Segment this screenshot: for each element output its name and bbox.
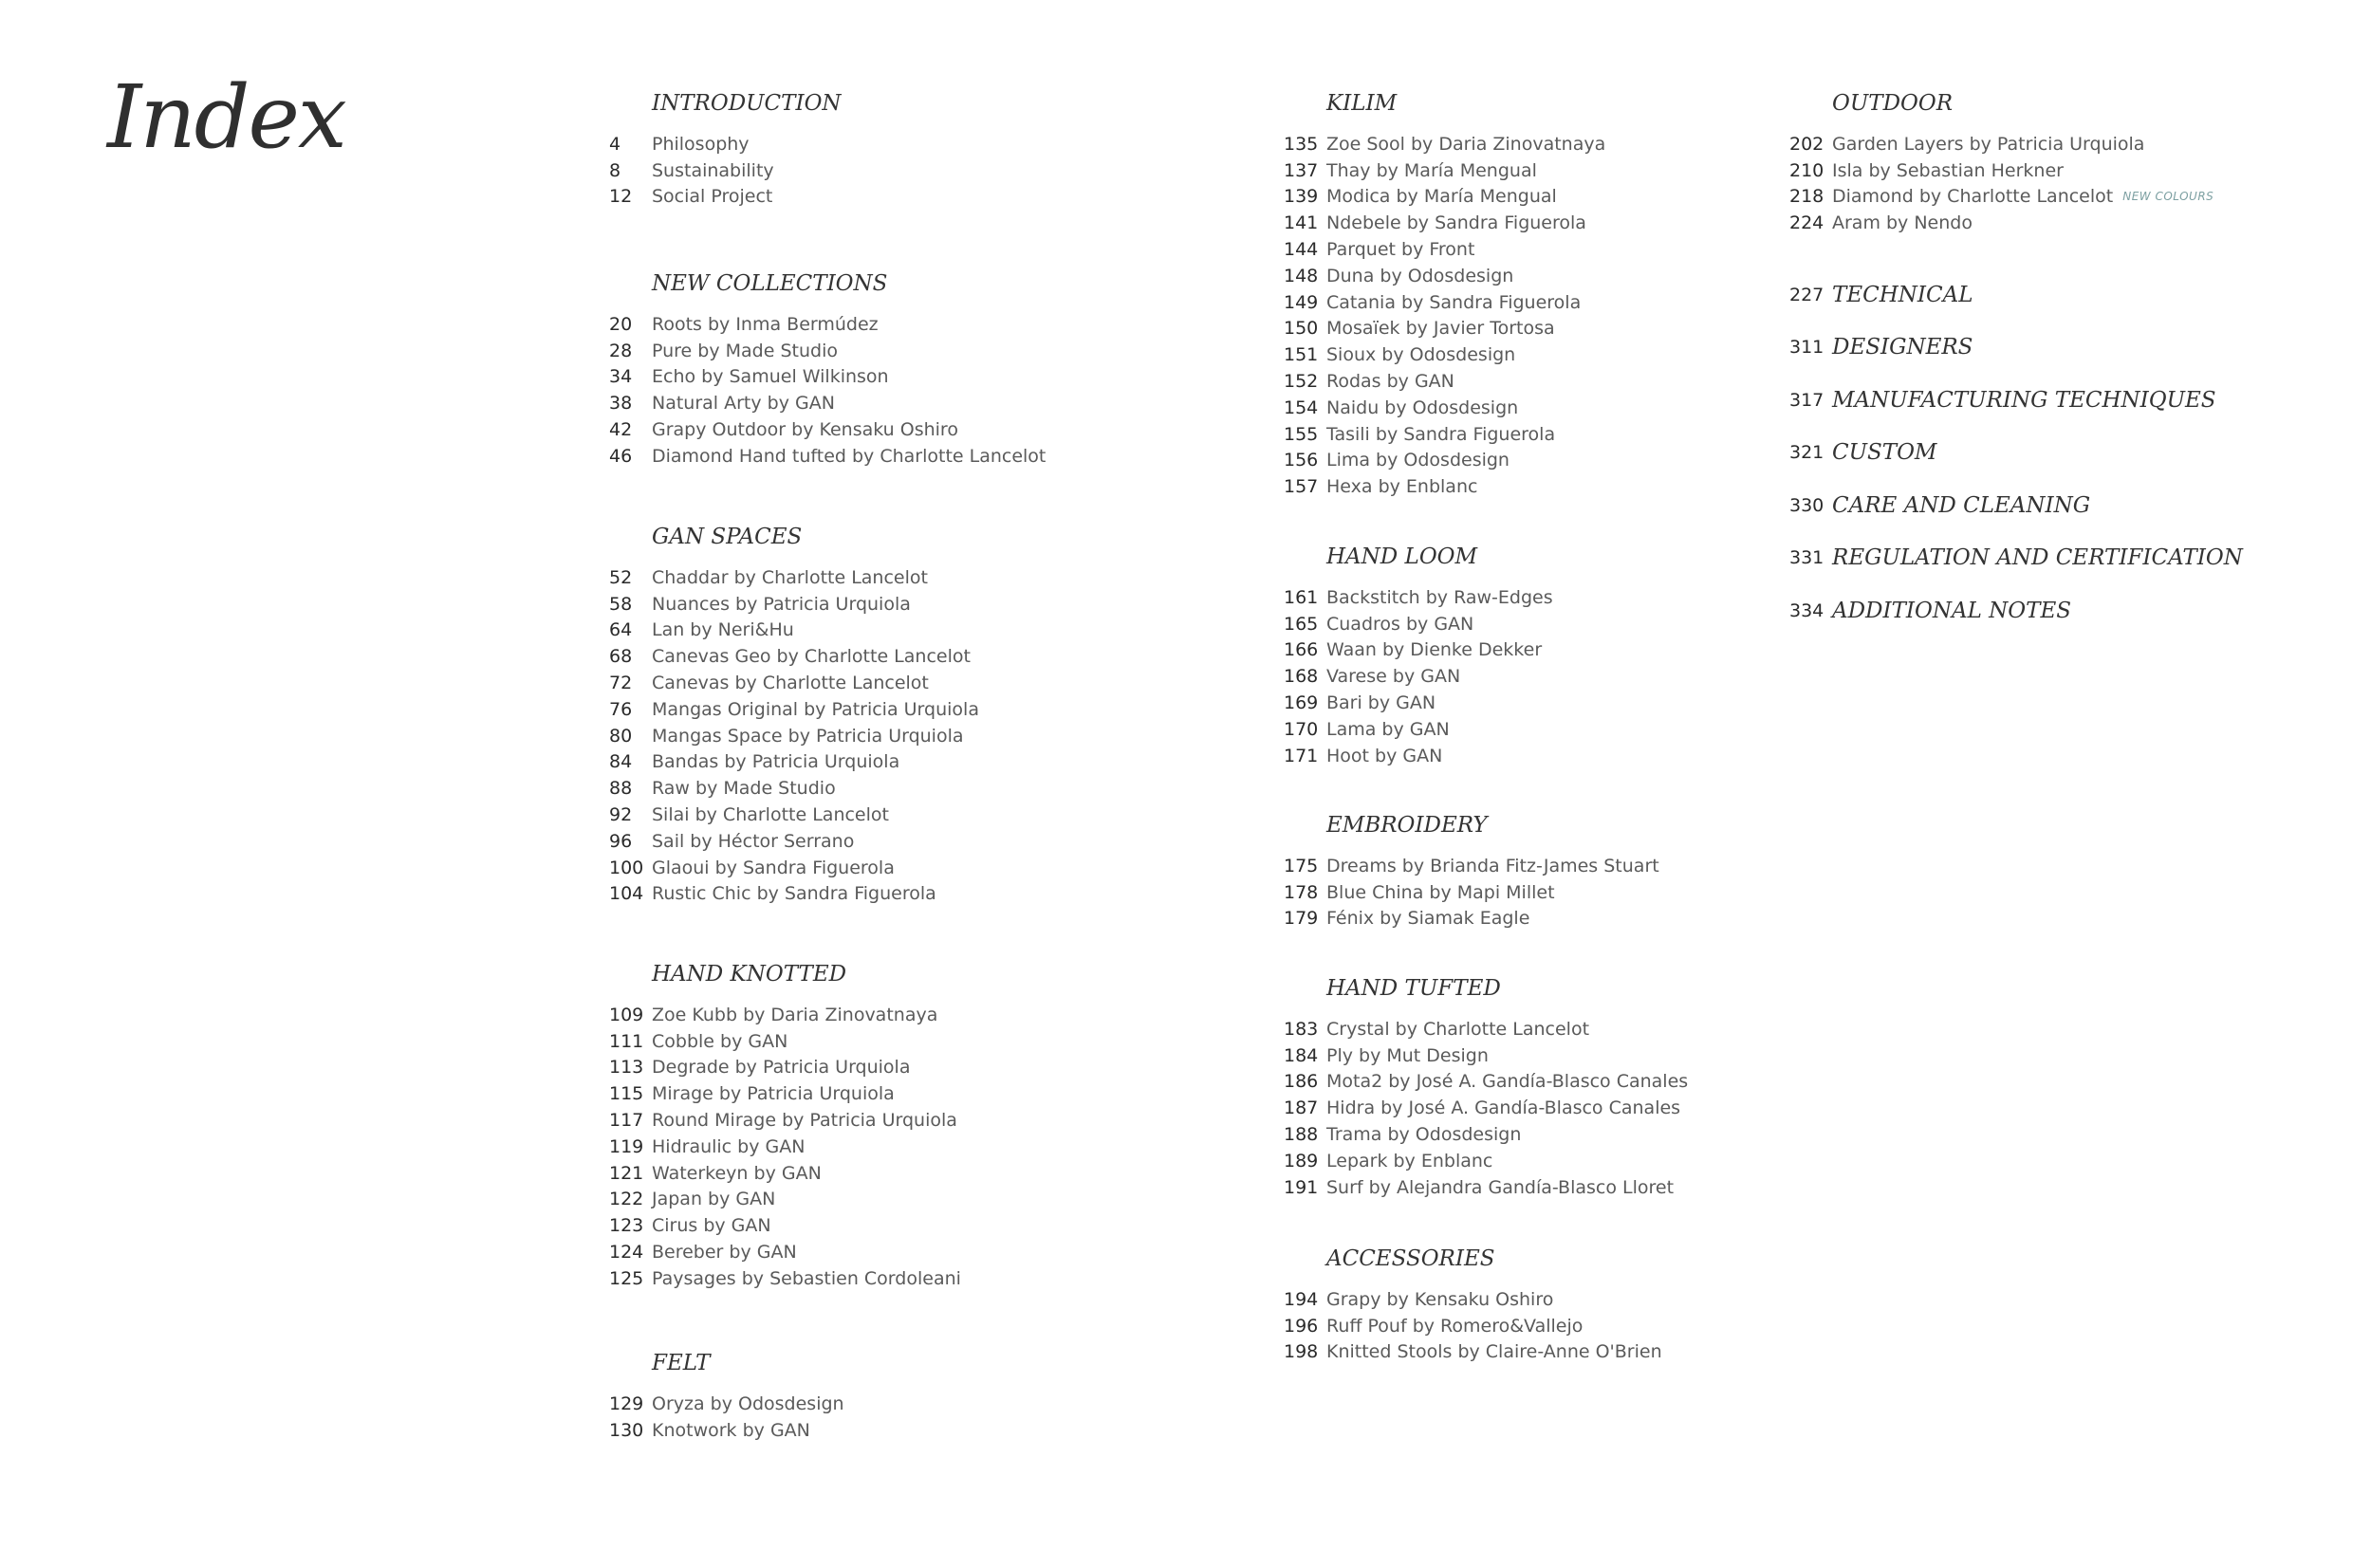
index-entry[interactable] (609, 157, 842, 184)
index-section-kilim (1284, 87, 1605, 500)
page-title: Index (107, 66, 345, 168)
page-number: 224 (1789, 212, 1825, 234)
category-title: CARE AND CLEANING (1832, 493, 2091, 518)
index-entry[interactable] (1789, 131, 2214, 157)
index-entry[interactable] (609, 670, 979, 696)
index-entry[interactable] (1284, 395, 1605, 421)
page-number: 52 (609, 566, 633, 588)
page-number: 104 (609, 883, 644, 905)
page-number: 184 (1284, 1044, 1319, 1066)
index-entry[interactable] (1284, 743, 1553, 769)
page-number: 84 (609, 751, 633, 773)
page-number: 28 (609, 340, 633, 361)
entry-title: Sustainability (652, 159, 774, 181)
index-section-hand-knotted (609, 958, 961, 1292)
entry-title: Backstitch by Raw-Edges (1326, 586, 1553, 608)
page-number: 38 (609, 393, 633, 415)
index-entry[interactable] (609, 723, 979, 749)
category-title: TECHNICAL (1832, 283, 1973, 307)
page-number: 330 (1789, 495, 1825, 516)
page-number: 34 (609, 366, 633, 388)
entry-title: Ndebele by Sandra Figuerola (1326, 212, 1586, 234)
page-number: 68 (609, 646, 633, 668)
entry-title: Varese by GAN (1326, 666, 1461, 688)
page-number: 113 (609, 1057, 644, 1079)
entry-title: Hidra by José A. Gandía-Blasco Canales (1326, 1098, 1681, 1119)
index-section-felt (609, 1347, 844, 1444)
page-number: 168 (1284, 666, 1319, 688)
page-number: 111 (609, 1030, 644, 1052)
page-number: 156 (1284, 450, 1319, 471)
index-entry[interactable] (1284, 853, 1659, 879)
category-title: CUSTOM (1832, 440, 1937, 465)
entry-list (609, 1391, 844, 1444)
page-number: 12 (609, 186, 633, 208)
index-entry[interactable] (1284, 210, 1605, 236)
page-number: 187 (1284, 1098, 1319, 1119)
page-number: 4 (609, 133, 621, 155)
page-number: 151 (1284, 344, 1319, 366)
index-entry[interactable] (1284, 184, 1605, 211)
index-section-hand-tufted (1284, 972, 1688, 1201)
entry-title: Canevas Geo by Charlotte Lancelot (652, 646, 971, 668)
index-entry[interactable] (609, 1239, 961, 1265)
page-number: 121 (609, 1162, 644, 1184)
entry-title: Crystal by Charlotte Lancelot (1326, 1018, 1590, 1040)
page-number: 189 (1284, 1150, 1319, 1171)
entry-title: Lan by Neri&Hu (652, 619, 794, 641)
index-entry[interactable] (609, 311, 1046, 338)
page-number: 148 (1284, 265, 1319, 286)
page-number: 317 (1789, 390, 1825, 411)
entry-title: Japan by GAN (652, 1189, 776, 1210)
category-entry-designers[interactable] (1789, 331, 1973, 363)
index-entry[interactable] (609, 1134, 961, 1160)
category-entry-additional-notes[interactable] (1789, 595, 2071, 627)
index-section-outdoor (1789, 87, 2214, 236)
entry-list (609, 131, 842, 210)
entry-title: Isla by Sebastian Herkner (1832, 159, 2064, 181)
page-number: 171 (1284, 745, 1319, 766)
entry-title: Parquet by Front (1326, 239, 1475, 261)
index-entry[interactable] (1284, 368, 1605, 395)
index-entry[interactable] (609, 1160, 961, 1187)
section-heading: KILIM (1326, 91, 1398, 116)
index-entry[interactable] (609, 184, 842, 211)
index-entry[interactable] (1284, 611, 1553, 637)
entry-title: Knitted Stools by Claire-Anne O'Brien (1326, 1341, 1662, 1363)
page-number: 80 (609, 725, 633, 747)
page-number: 150 (1284, 318, 1319, 340)
entry-title: Lama by GAN (1326, 718, 1450, 740)
index-entry[interactable] (609, 1265, 961, 1292)
entry-list (1284, 584, 1553, 769)
page-number: 144 (1284, 239, 1319, 261)
entry-title: Zoe Sool by Daria Zinovatnaya (1326, 133, 1606, 155)
index-entry[interactable] (609, 364, 1046, 391)
entry-title: Catania by Sandra Figuerola (1326, 291, 1582, 313)
entry-title: Lepark by Enblanc (1326, 1150, 1493, 1171)
page-number: 135 (1284, 133, 1319, 155)
entry-list (609, 1002, 961, 1292)
index-entry[interactable] (1284, 663, 1553, 690)
page-number: 152 (1284, 371, 1319, 393)
index-entry[interactable] (1284, 1339, 1662, 1366)
page-number: 169 (1284, 692, 1319, 714)
entry-title: Hoot by GAN (1326, 745, 1443, 766)
entry-list (1789, 131, 2214, 236)
index-entry[interactable] (1284, 637, 1553, 664)
category-entry-custom[interactable] (1789, 436, 1937, 469)
entry-title: Ruff Pouf by Romero&Vallejo (1326, 1315, 1584, 1337)
entry-title: Garden Layers by Patricia Urquiola (1832, 133, 2145, 155)
section-heading: EMBROIDERY (1326, 813, 1488, 838)
entry-title: Tasili by Sandra Figuerola (1326, 423, 1556, 445)
entry-title: Oryza by Odosdesign (652, 1393, 844, 1414)
page-number: 166 (1284, 639, 1319, 661)
page-number: 321 (1789, 442, 1825, 463)
page-number: 129 (609, 1393, 644, 1414)
index-entry[interactable] (1284, 1286, 1662, 1313)
entry-title: Rodas by GAN (1326, 371, 1454, 393)
section-heading: ACCESSORIES (1326, 1246, 1495, 1271)
index-entry[interactable] (609, 1187, 961, 1213)
entry-title: Bandas by Patricia Urquiola (652, 751, 900, 773)
index-entry[interactable] (609, 1055, 961, 1081)
section-heading: HAND TUFTED (1326, 976, 1501, 1001)
index-entry[interactable] (609, 1028, 961, 1055)
entry-title: Aram by Nendo (1832, 212, 1973, 234)
index-entry[interactable] (609, 749, 979, 776)
entry-title: Zoe Kubb by Daria Zinovatnaya (652, 1004, 938, 1025)
entry-title: Canevas by Charlotte Lancelot (652, 673, 929, 694)
entry-list (1284, 1016, 1688, 1201)
entry-title: Lima by Odosdesign (1326, 450, 1510, 471)
page-number: 191 (1284, 1176, 1319, 1198)
entry-title: Mangas Space by Patricia Urquiola (652, 725, 964, 747)
index-entry[interactable] (1284, 1069, 1688, 1096)
index-entry[interactable] (1284, 341, 1605, 368)
index-entry[interactable] (609, 1107, 961, 1134)
index-entry[interactable] (609, 775, 979, 802)
index-entry[interactable] (609, 1002, 961, 1028)
page-number: 165 (1284, 613, 1319, 635)
page-number: 122 (609, 1189, 644, 1210)
entry-title: Silai by Charlotte Lancelot (652, 804, 889, 826)
page-number: 119 (609, 1135, 644, 1157)
page-number: 46 (609, 445, 633, 467)
entry-title: Cuadros by GAN (1326, 613, 1474, 635)
index-entry[interactable] (1284, 584, 1553, 611)
entry-title: Sail by Héctor Serrano (652, 830, 855, 852)
entry-title: Fénix by Siamak Eagle (1326, 908, 1530, 930)
entry-title: Cobble by GAN (652, 1030, 788, 1052)
page-number: 331 (1789, 547, 1825, 568)
index-entry[interactable] (609, 131, 842, 157)
index-entry[interactable] (1284, 473, 1605, 500)
page-number: 117 (609, 1110, 644, 1132)
index-entry[interactable] (1284, 906, 1659, 932)
category-title: MANUFACTURING TECHNIQUES (1832, 388, 2216, 413)
page-number: 210 (1789, 159, 1825, 181)
index-entry[interactable] (609, 855, 979, 881)
index-entry[interactable] (609, 802, 979, 828)
index-entry[interactable] (609, 881, 979, 908)
index-entry[interactable] (1284, 1121, 1688, 1148)
category-entry-technical[interactable] (1789, 279, 1973, 311)
page-number: 72 (609, 673, 633, 694)
index-entry[interactable] (1284, 236, 1605, 263)
entry-list (609, 311, 1046, 470)
page-number: 178 (1284, 881, 1319, 903)
page-number: 202 (1789, 133, 1825, 155)
entry-title: Hidraulic by GAN (652, 1135, 806, 1157)
entry-title: Degrade by Patricia Urquiola (652, 1057, 911, 1079)
index-entry[interactable] (1284, 157, 1605, 184)
index-section-new-collections (609, 267, 1046, 470)
page-number: 123 (609, 1215, 644, 1237)
page-number: 137 (1284, 159, 1319, 181)
page-number: 115 (609, 1083, 644, 1105)
entry-title: Nuances by Patricia Urquiola (652, 593, 911, 615)
index-section-hand-loom (1284, 541, 1553, 769)
page-number: 76 (609, 698, 633, 720)
page-number: 64 (609, 619, 633, 641)
entry-title: Surf by Alejandra Gandía-Blasco Lloret (1326, 1176, 1675, 1198)
page-number: 157 (1284, 476, 1319, 498)
index-entry[interactable] (609, 1417, 844, 1444)
index-entry[interactable] (609, 1391, 844, 1417)
index-entry[interactable] (609, 591, 979, 618)
index-entry[interactable] (1284, 448, 1605, 474)
entry-title: Social Project (652, 186, 773, 208)
page-number: 154 (1284, 397, 1319, 418)
page-number: 186 (1284, 1071, 1319, 1093)
page-number: 155 (1284, 423, 1319, 445)
entry-title: Grapy Outdoor by Kensaku Oshiro (652, 419, 958, 441)
entry-list (1284, 853, 1659, 932)
page-number: 109 (609, 1004, 644, 1025)
index-entry[interactable] (609, 828, 979, 855)
entry-title: Thay by María Mengual (1326, 159, 1537, 181)
category-entry-regulation-and-certification[interactable] (1789, 542, 2243, 574)
page-number: 311 (1789, 337, 1825, 358)
index-entry[interactable] (1284, 1042, 1688, 1069)
page-number: 96 (609, 830, 633, 852)
page-number: 125 (609, 1267, 644, 1289)
entry-title: Modica by María Mengual (1326, 186, 1557, 208)
index-entry[interactable] (1284, 690, 1553, 716)
page-number: 161 (1284, 586, 1319, 608)
page-number: 124 (609, 1242, 644, 1264)
index-entry[interactable] (1284, 716, 1553, 743)
page-number: 88 (609, 778, 633, 800)
entry-title: Mota2 by José A. Gandía-Blasco Canales (1326, 1071, 1689, 1093)
page-number: 20 (609, 313, 633, 335)
index-entry[interactable] (609, 696, 979, 723)
entry-title: Trama by Odosdesign (1326, 1124, 1522, 1146)
page-number: 227 (1789, 285, 1825, 305)
entry-title: Glaoui by Sandra Figuerola (652, 857, 895, 878)
index-entry[interactable] (1284, 1313, 1662, 1339)
page-number: 8 (609, 159, 621, 181)
entry-title: Duna by Odosdesign (1326, 265, 1514, 286)
index-entry[interactable] (609, 1080, 961, 1107)
entry-list (609, 564, 979, 907)
section-heading: HAND LOOM (1326, 544, 1478, 569)
entry-title: Cirus by GAN (652, 1215, 771, 1237)
page-number: 139 (1284, 186, 1319, 208)
category-title: ADDITIONAL NOTES (1832, 599, 2072, 623)
section-heading: GAN SPACES (652, 525, 803, 549)
index-section-accessories (1284, 1243, 1662, 1365)
page-number: 141 (1284, 212, 1319, 234)
index-entry[interactable] (1284, 1095, 1688, 1121)
entry-title: Waterkeyn by GAN (652, 1162, 822, 1184)
page-number: 179 (1284, 908, 1319, 930)
page-number: 188 (1284, 1124, 1319, 1146)
category-title: DESIGNERS (1832, 335, 1973, 360)
index-entry[interactable] (1284, 1174, 1688, 1201)
entry-title: Bari by GAN (1326, 692, 1436, 714)
index-entry[interactable] (1789, 210, 2214, 236)
category-entry-care-and-cleaning[interactable] (1789, 489, 2090, 522)
page-number: 175 (1284, 855, 1319, 876)
entry-title: Pure by Made Studio (652, 340, 838, 361)
page-number: 130 (609, 1419, 644, 1441)
entry-title: Bereber by GAN (652, 1242, 797, 1264)
entry-title: Mirage by Patricia Urquiola (652, 1083, 895, 1105)
entry-title: Chaddar by Charlotte Lancelot (652, 566, 928, 588)
index-section-introduction (609, 87, 842, 210)
entry-title: Paysages by Sebastien Cordoleani (652, 1267, 961, 1289)
page-number: 218 (1789, 186, 1825, 208)
index-entry[interactable] (609, 564, 979, 591)
index-entry[interactable] (1284, 1148, 1688, 1174)
entry-title: Diamond Hand tufted by Charlotte Lancelot (652, 445, 1047, 467)
entry-title: Knotwork by GAN (652, 1419, 810, 1441)
page-number: 194 (1284, 1288, 1319, 1310)
index-entry[interactable] (1789, 184, 2214, 211)
index-entry[interactable] (1284, 289, 1605, 316)
page-number: 170 (1284, 718, 1319, 740)
index-entry[interactable] (1284, 263, 1605, 289)
entry-title: Roots by Inma Bermúdez (652, 313, 879, 335)
entry-title: Round Mirage by Patricia Urquiola (652, 1110, 957, 1132)
index-section-gan-spaces (609, 521, 979, 907)
category-title: REGULATION AND CERTIFICATION (1832, 545, 2243, 570)
index-entry[interactable] (609, 643, 979, 670)
page-number: 183 (1284, 1018, 1319, 1040)
index-entry[interactable] (609, 618, 979, 644)
entry-title: Hexa by Enblanc (1326, 476, 1478, 498)
entry-title: Mangas Original by Patricia Urquiola (652, 698, 979, 720)
entry-list (1284, 1286, 1662, 1365)
entry-title: Echo by Samuel Wilkinson (652, 366, 889, 388)
entry-title: Diamond by Charlotte Lancelot (1832, 186, 2114, 208)
section-heading: HAND KNOTTED (652, 962, 847, 987)
index-entry[interactable] (609, 416, 1046, 443)
index-entry[interactable] (1284, 131, 1605, 157)
section-heading: FELT (652, 1351, 711, 1375)
index-entry[interactable] (1284, 1016, 1688, 1042)
entry-title: Philosophy (652, 133, 750, 155)
entry-title: Mosaïek by Javier Tortosa (1326, 318, 1555, 340)
index-entry[interactable] (609, 338, 1046, 364)
new-colours-badge: NEW COLOURS (2122, 190, 2214, 204)
section-heading: NEW COLLECTIONS (652, 271, 888, 296)
entry-title: Grapy by Kensaku Oshiro (1326, 1288, 1554, 1310)
entry-title: Blue China by Mapi Millet (1326, 881, 1555, 903)
page-number: 149 (1284, 291, 1319, 313)
entry-title: Natural Arty by GAN (652, 393, 835, 415)
index-section-embroidery (1284, 809, 1659, 932)
category-entry-manufacturing-techniques[interactable] (1789, 384, 2216, 416)
index-entry[interactable] (1284, 879, 1659, 906)
page-number: 196 (1284, 1315, 1319, 1337)
entry-title: Rustic Chic by Sandra Figuerola (652, 883, 936, 905)
index-entry[interactable] (1284, 316, 1605, 342)
index-entry[interactable] (609, 390, 1046, 416)
entry-title: Sioux by Odosdesign (1326, 344, 1516, 366)
index-entry[interactable] (609, 1212, 961, 1239)
page-number: 92 (609, 804, 633, 826)
entry-title: Waan by Dienke Dekker (1326, 639, 1543, 661)
entry-title: Raw by Made Studio (652, 778, 836, 800)
entry-title: Dreams by Brianda Fitz-James Stuart (1326, 855, 1659, 876)
section-heading: INTRODUCTION (652, 91, 842, 116)
page-number: 334 (1789, 600, 1825, 621)
page-number: 100 (609, 857, 644, 878)
index-entry[interactable] (609, 443, 1046, 470)
index-entry[interactable] (1789, 157, 2214, 184)
section-heading: OUTDOOR (1832, 91, 1954, 116)
page-number: 42 (609, 419, 633, 441)
page-number: 58 (609, 593, 633, 615)
entry-list (1284, 131, 1605, 500)
page-number: 198 (1284, 1341, 1319, 1363)
entry-title: Ply by Mut Design (1326, 1044, 1489, 1066)
entry-title: Naidu by Odosdesign (1326, 397, 1519, 418)
index-entry[interactable] (1284, 421, 1605, 448)
